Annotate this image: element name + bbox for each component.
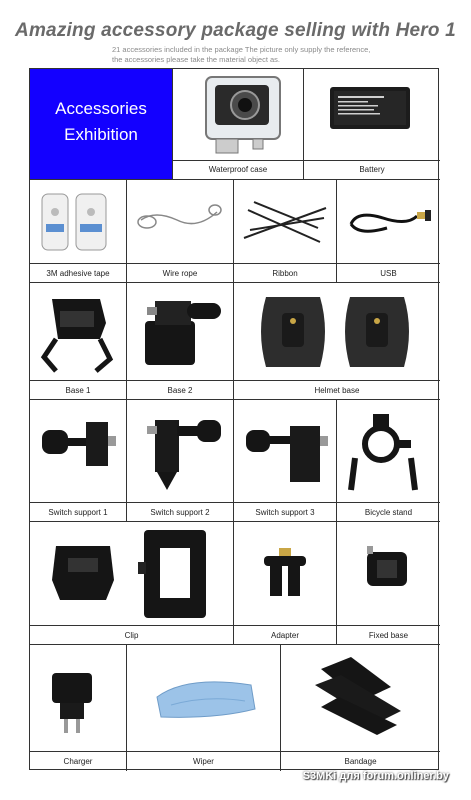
label-battery: Battery xyxy=(359,165,385,174)
cell-switch3 xyxy=(234,400,337,522)
cell-fixed-base xyxy=(337,522,440,645)
wire-rope-image xyxy=(127,180,234,263)
label-helmet-base: Helmet base xyxy=(314,386,360,395)
cell-bicycle xyxy=(337,400,440,522)
label-adapter: Adapter xyxy=(270,631,300,640)
base2-image xyxy=(127,283,234,380)
fixed-base-image xyxy=(337,522,440,625)
cell-usb xyxy=(337,180,440,283)
exhibition-panel xyxy=(30,69,173,180)
cell-adapter xyxy=(234,522,337,645)
label-charger: Charger xyxy=(63,757,93,766)
cell-battery xyxy=(304,69,440,180)
subtitle-line-1: 21 accessories included in the package The picture only supply the reference, xyxy=(112,45,371,54)
adhesive-tape-image xyxy=(30,180,127,263)
label-clip: Clip xyxy=(124,631,139,640)
subtitle-line-2: the accessories please take the material object as. xyxy=(112,55,281,64)
cell-bandage xyxy=(281,645,440,771)
cell-waterproof-case xyxy=(173,69,304,180)
charger-image xyxy=(30,645,127,751)
label-bandage: Bandage xyxy=(344,757,377,766)
label-usb: USB xyxy=(380,269,397,278)
switch-support-1-image xyxy=(30,400,127,502)
label-wiper: Wiper xyxy=(193,757,214,766)
switch-support-3-image xyxy=(234,400,337,502)
cell-wire-rope xyxy=(127,180,234,283)
cell-adhesive-tape xyxy=(30,180,127,283)
label-waterproof-case: Waterproof case xyxy=(208,165,268,174)
battery-image xyxy=(304,69,440,161)
accessory-grid xyxy=(29,68,439,770)
cell-switch2 xyxy=(127,400,234,522)
label-wire-rope: Wire rope xyxy=(162,269,198,278)
adapter-image xyxy=(234,522,337,625)
cell-charger xyxy=(30,645,127,771)
helmet-base-image xyxy=(234,283,440,380)
label-base1: Base 1 xyxy=(65,386,91,395)
label-bicycle: Bicycle stand xyxy=(364,508,413,517)
label-base2: Base 2 xyxy=(167,386,193,395)
cell-base2 xyxy=(127,283,234,400)
cell-wiper xyxy=(127,645,281,771)
label-switch1: Switch support 1 xyxy=(48,508,108,517)
usb-cable-image xyxy=(337,180,440,263)
cell-switch1 xyxy=(30,400,127,522)
exhibition-line1: Accessories xyxy=(55,99,147,118)
base1-image xyxy=(30,283,127,380)
wiper-image xyxy=(127,645,281,751)
switch-support-2-image xyxy=(127,400,234,502)
label-adhesive-tape: 3M adhesive tape xyxy=(46,269,110,278)
cell-clip xyxy=(30,522,234,645)
page-title: Amazing accessory package selling with Hero 1 xyxy=(15,20,456,41)
cell-base1 xyxy=(30,283,127,400)
label-switch3: Switch support 3 xyxy=(255,508,315,517)
waterproof-case-image xyxy=(173,69,304,161)
label-ribbon: Ribbon xyxy=(272,269,298,278)
bandage-image xyxy=(281,645,440,751)
ribbon-image xyxy=(234,180,337,263)
label-fixed-base: Fixed base xyxy=(368,631,409,640)
watermark: S3MKi для forum.onliner.by xyxy=(302,770,449,782)
label-switch2: Switch support 2 xyxy=(150,508,210,517)
cell-helmet-base xyxy=(234,283,440,400)
bicycle-stand-image xyxy=(337,400,440,502)
cell-ribbon xyxy=(234,180,337,283)
clip-image xyxy=(30,522,234,625)
exhibition-line2: Exhibition xyxy=(64,125,138,144)
